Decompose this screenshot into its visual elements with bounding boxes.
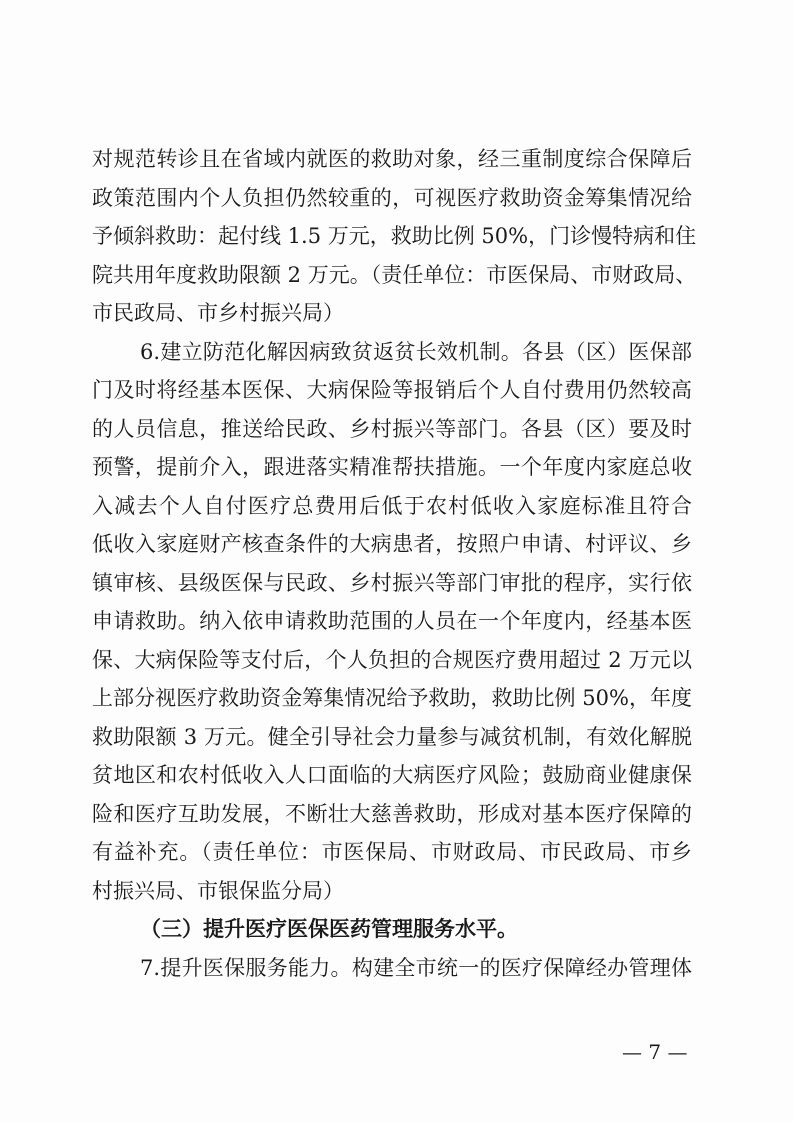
text-line: 险和医疗互助发展，不断壮大慈善救助，形成对基本医疗保障的 bbox=[92, 801, 692, 826]
text-line: 村振兴局、市银保监分局） bbox=[92, 878, 344, 903]
text-line: 入减去个人自付医疗总费用后低于农村低收入家庭标准且符合 bbox=[92, 493, 692, 518]
paragraph-heading-7: 7.提升医保服务能力。构建全市统一的医疗保障经办管理体 bbox=[140, 955, 692, 980]
text-line: 的人员信息，推送给民政、乡村振兴等部门。各县（区）要及时 bbox=[92, 416, 692, 441]
text-line: 对规范转诊且在省域内就医的救助对象，经三重制度综合保障后 bbox=[92, 147, 692, 171]
text-line: 予倾斜救助：起付线 1.5 万元，救助比例 50%，门诊慢特病和住 bbox=[92, 224, 697, 248]
text-line: 政策范围内个人负担仍然较重的，可视医疗救助资金筹集情况给 bbox=[92, 185, 692, 210]
text-line: 上部分视医疗救助资金筹集情况给予救助，救助比例 50%，年度 bbox=[92, 686, 692, 710]
text-line: 低收入家庭财产核查条件的大病患者，按照户申请、村评议、乡 bbox=[92, 532, 692, 556]
text-line: 预警，提前介入，跟进落实精准帮扶措施。一个年度内家庭总收 bbox=[92, 455, 692, 479]
text-line: 镇审核、县级医保与民政、乡村振兴等部门审批的程序，实行依 bbox=[92, 570, 692, 595]
text-line: 贫地区和农村低收入人口面临的大病医疗风险；鼓励商业健康保 bbox=[92, 763, 692, 787]
text-line: 门及时将经基本医保、大病保险等报销后个人自付费用仍然较高 bbox=[92, 378, 692, 402]
page-number: — 7 — bbox=[622, 1040, 688, 1064]
text-line: 有益补充。（责任单位：市医保局、市财政局、市民政局、市乡 bbox=[92, 840, 692, 864]
text-line: 院共用年度救助限额 2 万元。（责任单位：市医保局、市财政局、 bbox=[92, 262, 697, 287]
text-line: 保、大病保险等支付后，个人负担的合规医疗费用超过 2 万元以 bbox=[92, 647, 692, 672]
section-heading-3: （三）提升医疗医保医药管理服务水平。 bbox=[140, 916, 518, 941]
body-text bbox=[92, 140, 697, 987]
text-line: 申请救助。纳入依申请救助范围的人员在一个年度内，经基本医 bbox=[92, 609, 692, 633]
text-line: 市民政局、市乡村振兴局） bbox=[92, 301, 344, 325]
text-line: 救助限额 3 万元。健全引导社会力量参与减贫机制，有效化解脱 bbox=[92, 724, 692, 749]
paragraph-heading-6: 6.建立防范化解因病致贫返贫长效机制。各县（区）医保部 bbox=[140, 339, 692, 364]
